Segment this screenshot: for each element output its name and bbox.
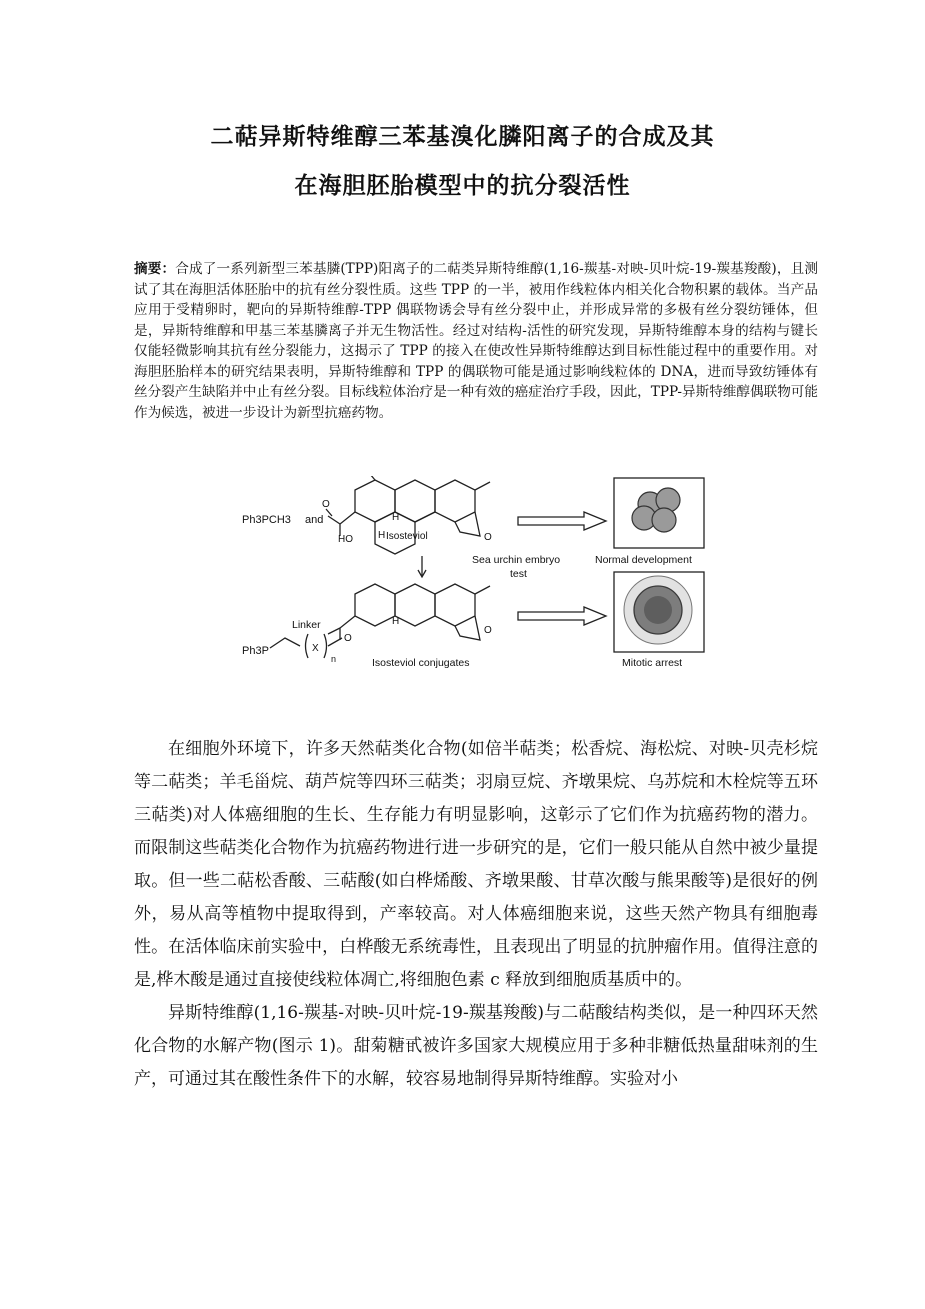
isosteviol-label: Isosteviol xyxy=(386,531,428,542)
carbonyl-o-label: O xyxy=(322,499,330,510)
abstract xyxy=(134,259,818,423)
paragraph-1: 在细胞外环境下，许多天然萜类化合物(如倍半萜类；松香烷、海松烷、对映-贝壳杉烷等二萜类；羊毛甾烷、葫芦烷等四环三萜类；羽扇豆烷、齐墩果烷、乌苏烷和木栓烷等五环三萜类)对人体癌细胞的生长、生存能力有明显影响，这彰示了它们作为抗癌药物的潜力。而限制这些萜类化合物作为抗癌药物进行进一步研究的是，它们一般只能从自然中被少量提取。但一些二萜松香酸、三萜酸(如白桦烯酸、齐墩果酸、甘草次酸与熊果酸等)是很好的例外，易从高等植物中提取得到，产率较高。对人体癌细胞来说，这些天然产物具有细胞毒性。在活体临床前实验中，白桦酸无系统毒性，且表现出了明显的抗肿瘤作用。值得注意的是,桦木酸是通过直接使线粒体凋亡,将细胞色素 c 释放到细胞质基质中的。 xyxy=(134,739,818,990)
ketone-o-label-bottom: O xyxy=(484,625,492,636)
conjugates-label: Isosteviol conjugates xyxy=(372,657,470,669)
paragraph-2: 异斯特维醇(1,16-羰基-对映-贝叶烷-19-羰基羧酸)与二萜酸结构类似，是一种四环天然化合物的水解产物(图示 1)。甜菊糖甙被许多国家大规模应用于多种非糖低热量甜味剂的生产，可通过其在酸性条件下的水解，较容易地制得异斯特维醇。实验对小 xyxy=(134,1003,818,1089)
h-label-top: H xyxy=(392,512,400,523)
ho-label: HO xyxy=(338,534,353,545)
and-label: and xyxy=(305,514,324,526)
n-label: n xyxy=(331,654,337,664)
mitotic-arrest-label: Mitotic arrest xyxy=(622,657,683,669)
title-line-1: 二萜异斯特维醇三苯基溴化膦阳离子的合成及其 xyxy=(210,124,715,150)
test-label-line-2: test xyxy=(510,568,527,580)
reaction-scheme-figure xyxy=(240,476,710,676)
x-label: X xyxy=(312,643,319,654)
test-label-line-1: Sea urchin embryo xyxy=(472,554,561,566)
ph3p-label: Ph3P xyxy=(242,645,269,657)
linker-label: Linker xyxy=(292,619,321,631)
body-text xyxy=(134,733,818,1096)
h-label-bottom: H xyxy=(392,616,400,627)
reagent-top: Ph3PCH3 xyxy=(242,514,291,526)
normal-development-label: Normal development xyxy=(595,554,692,566)
h-label-top-2: H xyxy=(378,530,386,541)
abstract-label: 摘要： xyxy=(134,261,176,277)
ketone-o-label: O xyxy=(484,532,492,543)
title-line-2: 在海胆胚胎模型中的抗分裂活性 xyxy=(294,173,631,199)
ester-o-label: O xyxy=(344,633,352,644)
abstract-text: 合成了一系列新型三苯基膦(TPP)阳离子的二萜类异斯特维醇(1,16-羰基-对映-贝叶烷-19-羰基羧酸)，且测试了其在海胆活体胚胎中的抗有丝分裂性质。这些 TPP 的一半，被用作线粒体内相关化合物积累的载体。当产品应用于受精卵时，靶向的异斯特维醇-TPP 偶联物诱会导有丝分裂中止，并形成异常的多极有丝分裂纺锤体，但是，异斯特维醇和甲基三苯基膦离子并无生物活性。经过对结构-活性的研究发现，异斯特维醇本身的结构与键长仅能轻微影响其抗有丝分裂能力，这揭示了 TPP 的接入在使改性异斯特维醇达到目标性能过程中的重要作用。对海胆胚胎样本的研究结果表明，异斯特维醇和 TPP 的偶联物可能是通过影响线粒体的 DNA，进而导致纺锤体有丝分裂产生缺陷并中止有丝分裂。目标线粒体治疗是一种有效的癌症治疗手段，因此，TPP-异斯特维醇偶联物可能作为候选，被进一步设计为新型抗癌药物。 xyxy=(134,261,819,421)
